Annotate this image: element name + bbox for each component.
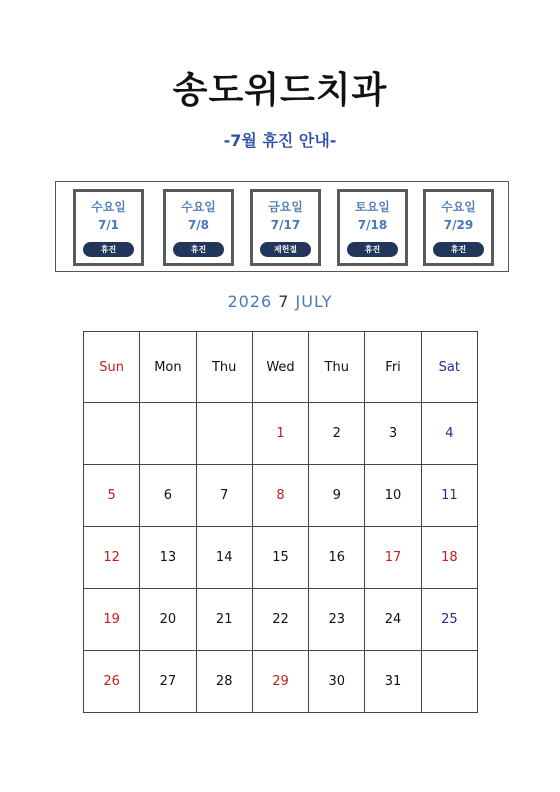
calendar-week-row xyxy=(84,651,478,713)
closure-status-badge: 제헌절 xyxy=(260,242,311,257)
closure-date: 7/29 xyxy=(443,218,474,232)
calendar-month-heading xyxy=(0,292,560,311)
calendar-day: 27 xyxy=(140,651,196,713)
page-title: 송도위드치과 xyxy=(172,70,388,111)
page-subtitle: -7월 휴진 안내- xyxy=(223,131,337,150)
weekday-fri: Fri xyxy=(365,332,421,403)
closure-date: 7/17 xyxy=(270,218,301,232)
calendar-day: 20 xyxy=(140,589,196,651)
weekday-mon: Mon xyxy=(140,332,196,403)
calendar-day: 6 xyxy=(140,465,196,527)
calendar-day: 8 xyxy=(252,465,308,527)
weekday-sun: Sun xyxy=(84,332,140,403)
calendar-day: 26 xyxy=(84,651,140,713)
closure-status-badge: 휴진 xyxy=(83,242,134,257)
calendar-day: 19 xyxy=(84,589,140,651)
closure-date: 7/18 xyxy=(357,218,388,232)
calendar-day: 4 xyxy=(421,403,477,465)
calendar-month-number: 7 xyxy=(278,292,290,311)
weekday-tue: Thu xyxy=(196,332,252,403)
calendar-day: 9 xyxy=(309,465,365,527)
calendar-week-row xyxy=(84,465,478,527)
calendar-day: 29 xyxy=(252,651,308,713)
calendar-day: 14 xyxy=(196,527,252,589)
closure-card xyxy=(73,189,144,266)
calendar-day: 10 xyxy=(365,465,421,527)
calendar-day: 21 xyxy=(196,589,252,651)
calendar-day: 5 xyxy=(84,465,140,527)
calendar-day xyxy=(140,403,196,465)
calendar-year: 2026 xyxy=(227,292,273,311)
closure-day: 수요일 xyxy=(441,200,476,214)
closure-day: 수요일 xyxy=(181,200,216,214)
closure-card xyxy=(250,189,321,266)
calendar-grid xyxy=(83,331,478,713)
closure-list xyxy=(55,181,509,272)
closure-date: 7/1 xyxy=(97,218,120,232)
calendar-day: 17 xyxy=(365,527,421,589)
calendar-day: 24 xyxy=(365,589,421,651)
closure-card xyxy=(163,189,234,266)
calendar-month-name: JULY xyxy=(295,292,333,311)
calendar-day xyxy=(84,403,140,465)
closure-card xyxy=(337,189,408,266)
calendar-day: 12 xyxy=(84,527,140,589)
calendar-day xyxy=(421,651,477,713)
calendar-week-row xyxy=(84,403,478,465)
calendar-day: 22 xyxy=(252,589,308,651)
closure-status-badge: 휴진 xyxy=(347,242,398,257)
closure-status-badge: 휴진 xyxy=(173,242,224,257)
closure-day: 수요일 xyxy=(91,200,126,214)
calendar-day: 11 xyxy=(421,465,477,527)
calendar-day: 2 xyxy=(309,403,365,465)
closure-card xyxy=(423,189,494,266)
calendar-day: 16 xyxy=(309,527,365,589)
closure-day: 금요일 xyxy=(268,200,303,214)
calendar-day: 23 xyxy=(309,589,365,651)
weekday-sat: Sat xyxy=(421,332,477,403)
calendar-day: 15 xyxy=(252,527,308,589)
calendar-day: 30 xyxy=(309,651,365,713)
weekday-wed: Wed xyxy=(252,332,308,403)
closure-day: 토요일 xyxy=(355,200,390,214)
weekday-header-row xyxy=(84,332,478,403)
weekday-thu: Thu xyxy=(309,332,365,403)
calendar-day: 28 xyxy=(196,651,252,713)
closure-date: 7/8 xyxy=(187,218,210,232)
closure-status-badge: 휴진 xyxy=(433,242,484,257)
calendar-day: 18 xyxy=(421,527,477,589)
calendar-day xyxy=(196,403,252,465)
calendar-day: 25 xyxy=(421,589,477,651)
calendar-week-row xyxy=(84,527,478,589)
calendar-day: 13 xyxy=(140,527,196,589)
calendar-day: 31 xyxy=(365,651,421,713)
calendar-day: 1 xyxy=(252,403,308,465)
calendar-day: 7 xyxy=(196,465,252,527)
calendar-day: 3 xyxy=(365,403,421,465)
calendar-week-row xyxy=(84,589,478,651)
